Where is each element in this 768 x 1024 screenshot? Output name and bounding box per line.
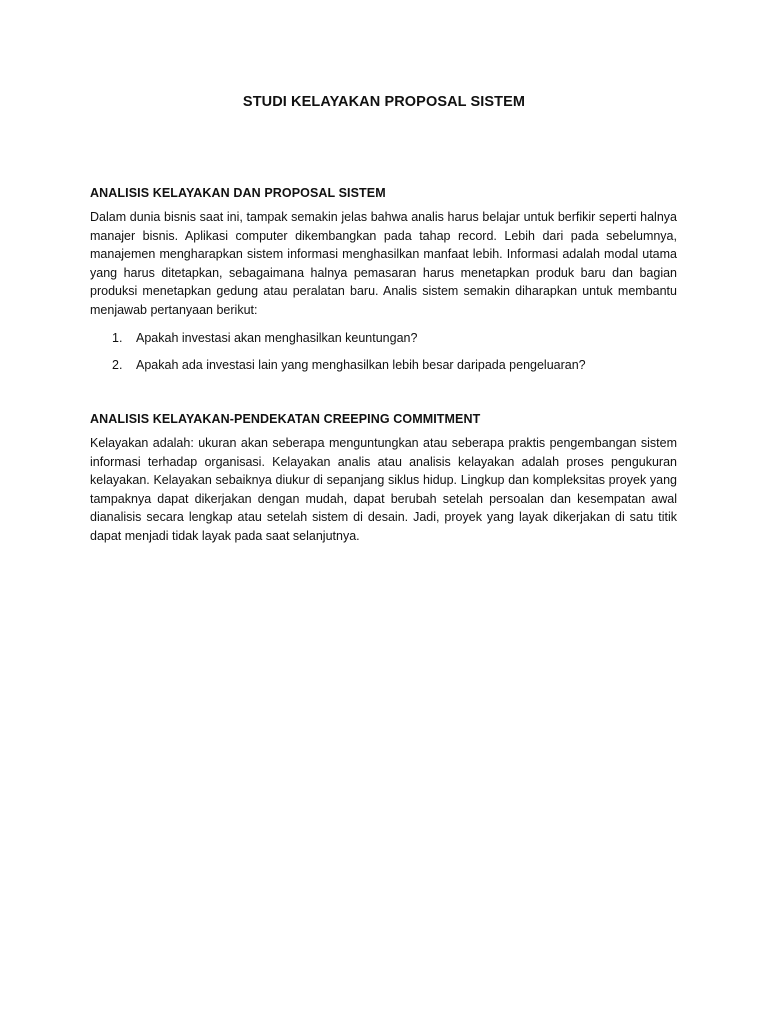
- section-heading: ANALISIS KELAYAKAN DAN PROPOSAL SISTEM: [90, 186, 386, 200]
- list-item-text: Apakah investasi akan menghasilkan keuntungan?: [136, 331, 418, 345]
- section-heading: ANALISIS KELAYAKAN-PENDEKATAN CREEPING COMMITMENT: [90, 412, 481, 426]
- list-item-number: 1.: [112, 331, 123, 345]
- list-item-number: 2.: [112, 358, 123, 372]
- section-feasibility-proposal: [90, 186, 677, 383]
- section-paragraph: Kelayakan adalah: ukuran akan seberapa menguntungkan atau seberapa praktis pengembangan sistem informasi terhadap organisasi. Kelayakan analis atau analisis kelayakan adalah proses pengukuran kelayakan. Kelayakan sebaiknya diukur di sepanjang siklus hidup. Lingkup dan kompleksitas proyek yang tampaknya dapat dikerjakan dengan mudah, dapat berubah setelah persoalan dan kesempatan awal dianalisis secara lengkap atau setelah sistem di desain. Jadi, proyek yang layak dikerjakan di satu titik dapat menjadi tidak layak pada saat selanjutnya.: [90, 436, 677, 543]
- question-list: [90, 329, 677, 374]
- section-creeping-commitment: [90, 412, 677, 545]
- list-item-text: Apakah ada investasi lain yang menghasilkan lebih besar daripada pengeluaran?: [136, 358, 586, 372]
- section-paragraph: Dalam dunia bisnis saat ini, tampak semakin jelas bahwa analis harus belajar untuk berfikir seperti halnya manajer bisnis. Aplikasi computer dikembangkan pada tahap record. Lebih dari pada sebelumnya, manajemen mengharapkan sistem informasi menghasilkan manfaat lebih. Informasi adalah modal utama yang harus ditetapkan, sebagaimana halnya pemasaran harus menetapkan produk baru dan bagian produksi menetapkan gedung atau peralatan baru. Analis sistem semakin diharapkan untuk membantu menjawab pertanyaan berikut:: [90, 210, 677, 317]
- list-item: [90, 329, 677, 347]
- list-item: [90, 356, 677, 374]
- document-title: STUDI KELAYAKAN PROPOSAL SISTEM: [242, 94, 526, 110]
